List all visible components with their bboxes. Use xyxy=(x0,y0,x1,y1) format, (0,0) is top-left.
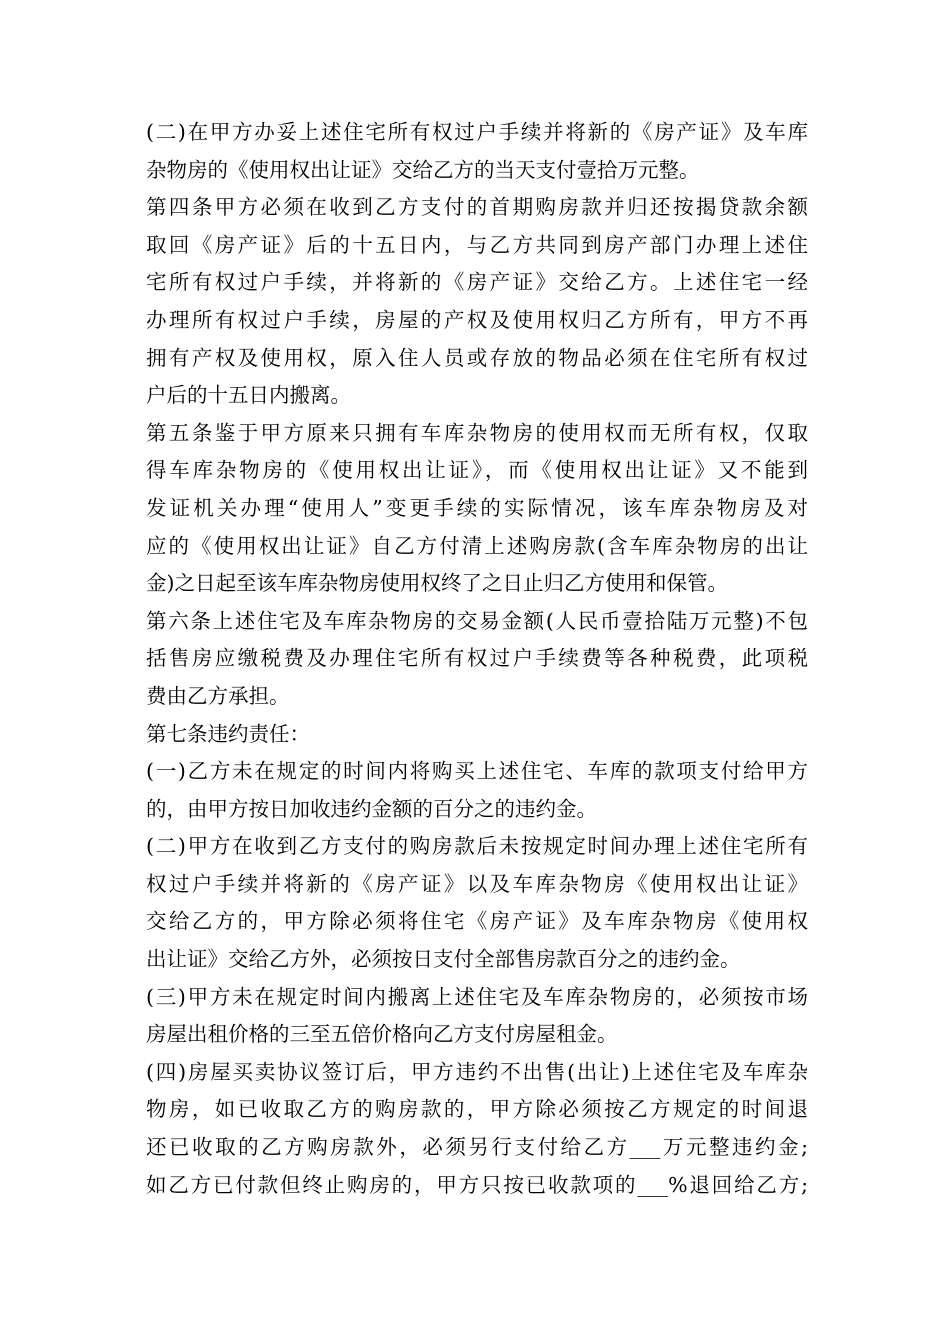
text-line: 的，由甲方按日加收违约金额的百分之的违约金。 xyxy=(146,796,597,821)
text-line: 还已收取的乙方购房款外，必须另行支付给乙方___万元整违约金; xyxy=(146,1135,808,1160)
text-line: 办理所有权过户手续，房屋的产权及使用权归乙方所有，甲方不再 xyxy=(146,307,808,332)
text-line: 第七条违约责任： xyxy=(146,721,310,746)
paragraph-article-7-heading xyxy=(146,716,808,754)
text-line: 发证机关办理“使用人”变更手续的实际情况，该车库杂物房及对 xyxy=(146,495,808,520)
text-line: (四)房屋买卖协议签订后，甲方违约不出售(出让)上述住宅及车库杂 xyxy=(146,1059,808,1084)
paragraph-article-5 xyxy=(146,415,808,603)
text-line: 出让证》交给乙方外，必须按日支付全部售房款百分之的违约金。 xyxy=(146,947,741,972)
text-line: 拥有产权及使用权，原入住人员或存放的物品必须在住宅所有权过 xyxy=(146,345,808,370)
text-line: 杂物房的《使用权出让证》交给乙方的当天支付壹拾万元整。 xyxy=(146,157,700,182)
paragraph-payment-clause-2 xyxy=(146,114,808,189)
text-line: 第四条甲方必须在收到乙方支付的首期购房款并归还按揭贷款余额 xyxy=(146,195,808,220)
paragraph-breach-clause-2 xyxy=(146,828,808,978)
text-line: 如乙方已付款但终止购房的，甲方只按已收款项的___%退回给乙方; xyxy=(146,1172,808,1197)
text-line: 得车库杂物房的《使用权出让证》，而《使用权出让证》又不能到 xyxy=(146,458,808,483)
text-line: 物房，如已收取乙方的购房款的，甲方除必须按乙方规定的时间退 xyxy=(146,1097,808,1122)
text-line: 第六条上述住宅及车库杂物房的交易金额(人民币壹拾陆万元整)不包 xyxy=(146,608,808,633)
text-line: (二)甲方在收到乙方支付的购房款后未按规定时间办理上述住宅所有 xyxy=(146,834,808,859)
paragraph-breach-clause-4 xyxy=(146,1054,808,1204)
text-line: 房屋出租价格的三至五倍价格向乙方支付房屋租金。 xyxy=(146,1022,618,1047)
text-line: 第五条鉴于甲方原来只拥有车库杂物房的使用权而无所有权，仅取 xyxy=(146,420,808,445)
paragraph-article-6 xyxy=(146,603,808,716)
text-line: (三)甲方未在规定时间内搬离上述住宅及车库杂物房的，必须按市场 xyxy=(146,984,808,1009)
text-line: 户后的十五日内搬离。 xyxy=(146,383,351,408)
text-line: (一)乙方未在规定的时间内将购买上述住宅、车库的款项支付给甲方 xyxy=(146,759,808,784)
text-line: 取回《房产证》后的十五日内，与乙方共同到房产部门办理上述住 xyxy=(146,232,808,257)
paragraph-breach-clause-3 xyxy=(146,979,808,1054)
text-line: 括售房应缴税费及办理住宅所有权过户手续费等各种税费，此项税 xyxy=(146,646,808,671)
text-line: (二)在甲方办妥上述住宅所有权过户手续并将新的《房产证》及车库 xyxy=(146,120,808,144)
text-line: 交给乙方的，甲方除必须将住宅《房产证》及车库杂物房《使用权 xyxy=(146,909,808,934)
document-page xyxy=(146,114,808,1204)
text-line: 金)之日起至该车库杂物房使用权终了之日止归乙方使用和保管。 xyxy=(146,571,728,596)
text-line: 应的《使用权出让证》自乙方付清上述购房款(含车库杂物房的出让 xyxy=(146,533,808,558)
paragraph-breach-clause-1 xyxy=(146,753,808,828)
text-line: 费由乙方承担。 xyxy=(146,683,290,708)
paragraph-article-4 xyxy=(146,189,808,415)
text-line: 权过户手续并将新的《房产证》以及车库杂物房《使用权出让证》 xyxy=(146,871,808,896)
text-line: 宅所有权过户手续，并将新的《房产证》交给乙方。上述住宅一经 xyxy=(146,270,808,295)
